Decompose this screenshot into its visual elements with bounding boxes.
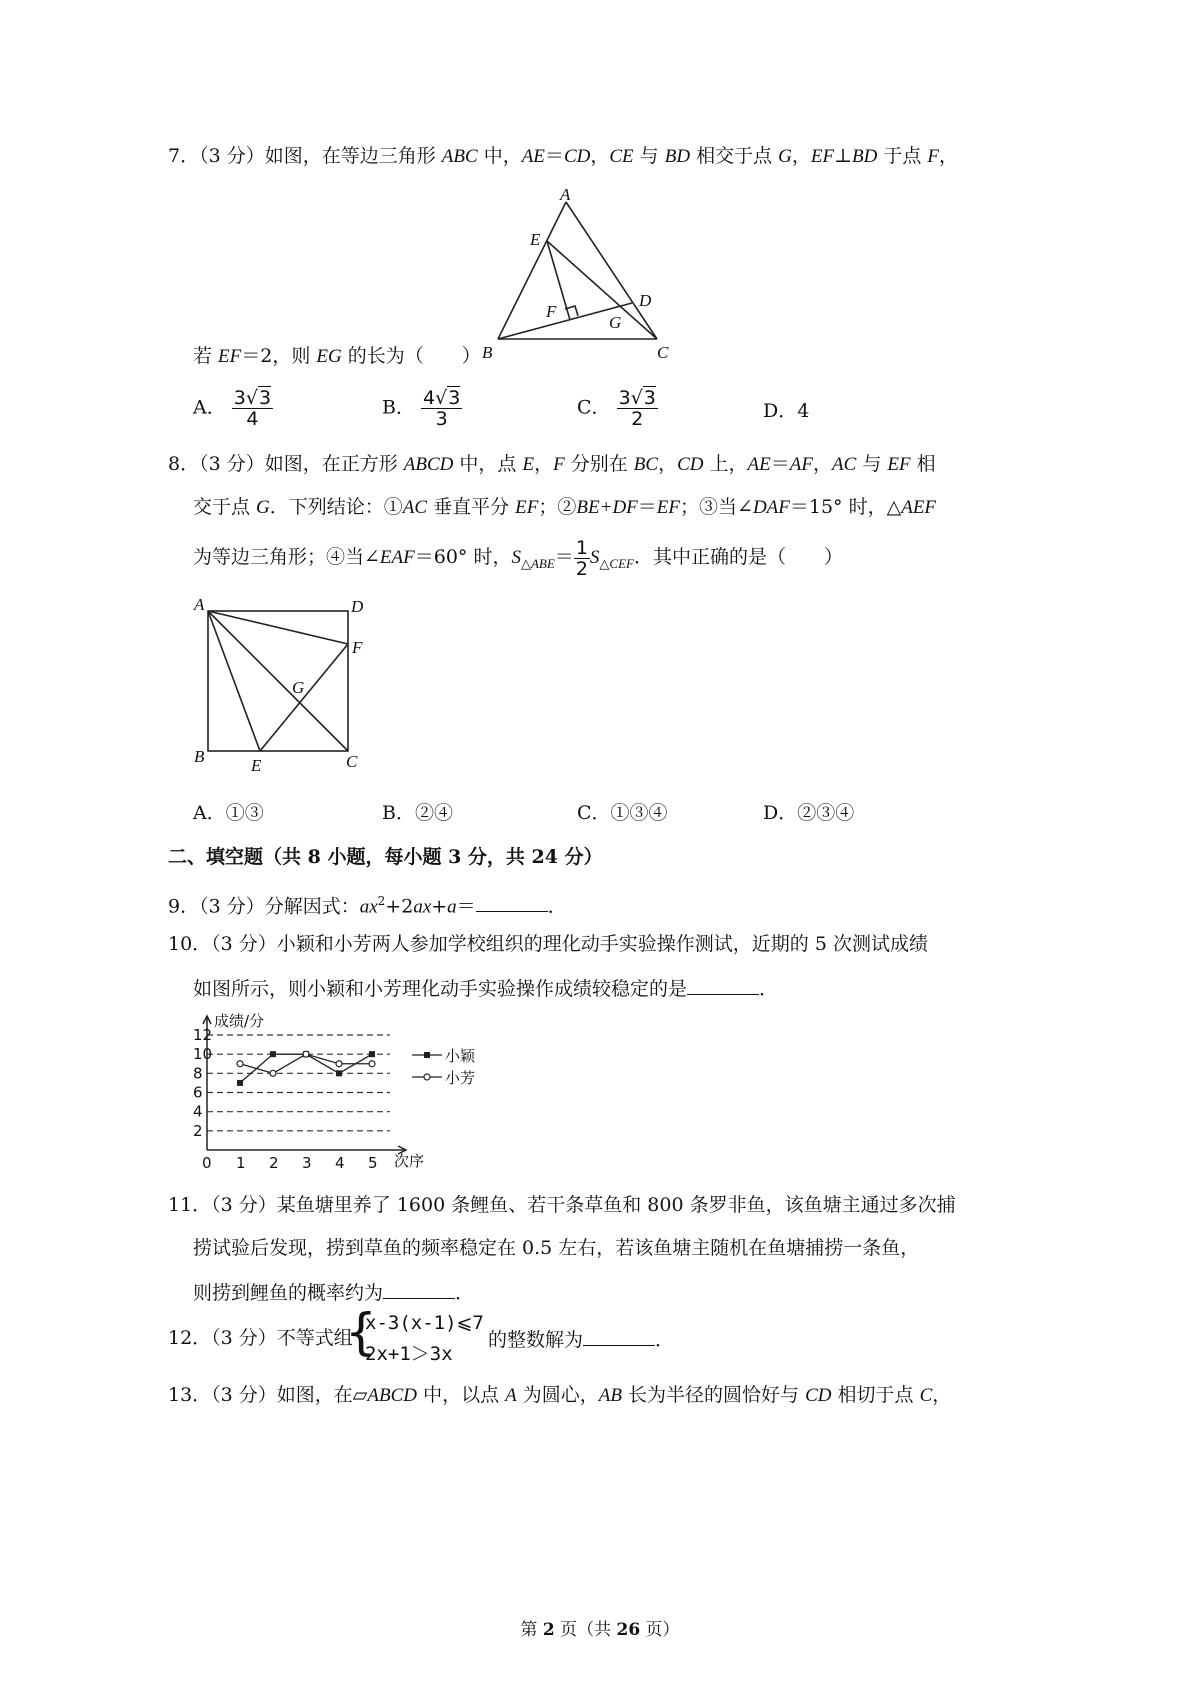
q13-line1: 13．（3 分）如图，在▱ABCD 中，以点 A 为圆心，AB 长为半径的圆恰好与 CD 相切于点 C， — [168, 1384, 952, 1406]
q10-line1: 10．（3 分）小颖和小芳两人参加学校组织的理化动手实验操作测试，近期的 5 次测试成绩 — [168, 933, 928, 955]
q11-line1: 11．（3 分）某鱼塘里养了 1600 条鲤鱼、若干条草鱼和 800 条罗非鱼，该鱼塘主通过多次捕 — [168, 1194, 956, 1216]
q8-label-G: G — [292, 678, 305, 697]
q7-triangle-figure — [480, 188, 690, 368]
footer-page-number: 2 — [542, 1620, 555, 1640]
q8-option-a: A．①③ — [193, 802, 264, 824]
q8-line1: 8．（3 分）如图，在正方形 ABCD 中，点 E，F 分别在 BC，CD 上，AE＝AF，AC 与 EF 相 — [168, 453, 936, 475]
q7-label-A: A — [560, 188, 571, 204]
y-tick-label: 4 — [193, 1102, 203, 1121]
q7-label-E: E — [530, 230, 541, 249]
q10-answer-blank[interactable] — [687, 974, 759, 995]
y-tick-label: 8 — [193, 1064, 203, 1083]
q12-inequality-2: 2x+1＞3x — [365, 1343, 453, 1365]
q8-square-figure — [188, 596, 378, 776]
q11-answer-blank[interactable] — [383, 1278, 455, 1299]
q8-option-d: D．②③④ — [763, 802, 855, 824]
x-tick-label: 5 — [368, 1154, 378, 1170]
q7-option-c: C． $\frac{3√3}{2}$ — [577, 387, 656, 430]
q9-line: 9．（3 分）分解因式：$ax^2+2ax+a=$ ． — [168, 888, 567, 920]
series-1-point — [270, 1051, 276, 1057]
series-1-point — [237, 1080, 243, 1086]
series-1-point — [369, 1051, 375, 1057]
legend-marker — [424, 1052, 430, 1058]
q8-label-C: C — [346, 752, 358, 771]
series-2-point — [336, 1061, 342, 1067]
q7-line1: 7．（3 分）如图，在等边三角形 ABC 中，AE＝CD，CE 与 BD 相交于点 G，EF⊥BD 于点 F， — [168, 145, 959, 167]
q8-label-B: B — [194, 747, 205, 766]
chart-grid — [207, 1035, 390, 1131]
x-tick-label: 3 — [302, 1154, 312, 1170]
footer-total-pages: 26 — [616, 1620, 641, 1640]
q7-label-G: G — [609, 313, 622, 332]
q10-line-chart — [190, 1010, 490, 1170]
q8-line3: 为等边三角形；④当∠EAF＝60° 时，$S_{\triangle ABE}=$ $\frac{1}{2}$ $S_{\triangle CEF}$．其中正确的是（ ） — [193, 536, 843, 580]
x-tick-label: 1 — [236, 1154, 246, 1170]
x-tick-label: 0 — [202, 1154, 212, 1170]
chart-ylabel: 成绩/分 — [214, 1012, 265, 1030]
q7-option-a: A． $\frac{3√3}{4}$ — [193, 387, 272, 430]
q8-label-F: F — [352, 638, 363, 657]
series-2-point — [270, 1070, 276, 1076]
x-tick-label: 4 — [335, 1154, 345, 1170]
q8-option-b: B．②④ — [382, 802, 453, 824]
legend-label: 小颖 — [445, 1047, 476, 1065]
q9-answer-blank[interactable] — [476, 891, 548, 912]
series-line-1 — [240, 1054, 372, 1083]
q10-line2: 如图所示，则小颖和小芳理化动手实验操作成绩较稳定的是 ． — [193, 974, 778, 1002]
q8-label-D: D — [351, 597, 364, 616]
q8-label-E: E — [251, 756, 262, 775]
q7-option-a-fraction: $\frac{3√3}{4}$ — [233, 387, 272, 430]
q7-label-B: B — [482, 343, 493, 362]
q7-option-b-fraction: $\frac{4√3}{3}$ — [423, 387, 461, 430]
y-tick-label: 6 — [193, 1083, 203, 1102]
y-tick-label: 10 — [193, 1045, 213, 1064]
q8-option-c: C．①③④ — [577, 802, 668, 824]
legend-label: 小芳 — [445, 1069, 476, 1087]
q8-line2: 交于点 G．下列结论：①AC 垂直平分 EF；②BE+DF＝EF；③当∠DAF＝15° 时，△AEF — [193, 496, 937, 518]
y-tick-label: 12 — [193, 1026, 213, 1044]
chart-legend — [412, 1047, 476, 1087]
chart-xlabel: 次序 — [394, 1152, 425, 1170]
q7-label-D: D — [639, 291, 652, 310]
q8-half-fraction: $\frac{1}{2}$ — [575, 536, 588, 580]
q12-inequality-1: x-3(x-1)⩽7 — [365, 1312, 484, 1334]
q8-label-A: A — [194, 596, 205, 614]
series-2-point — [303, 1051, 309, 1057]
legend-marker — [424, 1074, 430, 1080]
q7-option-b: B． $\frac{4√3}{3}$ — [382, 387, 461, 430]
y-tick-label: 2 — [193, 1121, 203, 1140]
page-footer: 第 2 页（共 26 页） — [520, 1620, 680, 1640]
q12-suffix: 的整数解为 ． — [488, 1325, 674, 1353]
q11-line3: 则捞到鲤鱼的概率约为 ． — [193, 1278, 474, 1306]
q7-line2: 若 EF＝2，则 EG 的长为（ ） — [193, 345, 481, 367]
q12-answer-blank[interactable] — [583, 1325, 655, 1346]
chart-axes — [203, 1016, 406, 1154]
series-2-point — [237, 1061, 243, 1067]
q11-line2: 捞试验后发现，捞到草鱼的频率稳定在 0.5 左右，若该鱼塘主随机在鱼塘捕捞一条鱼， — [193, 1237, 920, 1259]
section-heading: 二、填空题（共 8 小题，每小题 3 分，共 24 分） — [168, 846, 603, 868]
x-tick-label: 2 — [269, 1154, 279, 1170]
q7-label-C: C — [657, 343, 669, 362]
series-2-point — [369, 1061, 375, 1067]
q12-prefix: 12．（3 分）不等式组 — [168, 1327, 353, 1349]
q7-option-d: D．4 — [763, 400, 810, 422]
series-1-point — [336, 1070, 342, 1076]
q7-label-F: F — [546, 302, 557, 321]
q7-option-c-fraction: $\frac{3√3}{2}$ — [618, 387, 656, 430]
q12-brace: { — [345, 1303, 377, 1361]
